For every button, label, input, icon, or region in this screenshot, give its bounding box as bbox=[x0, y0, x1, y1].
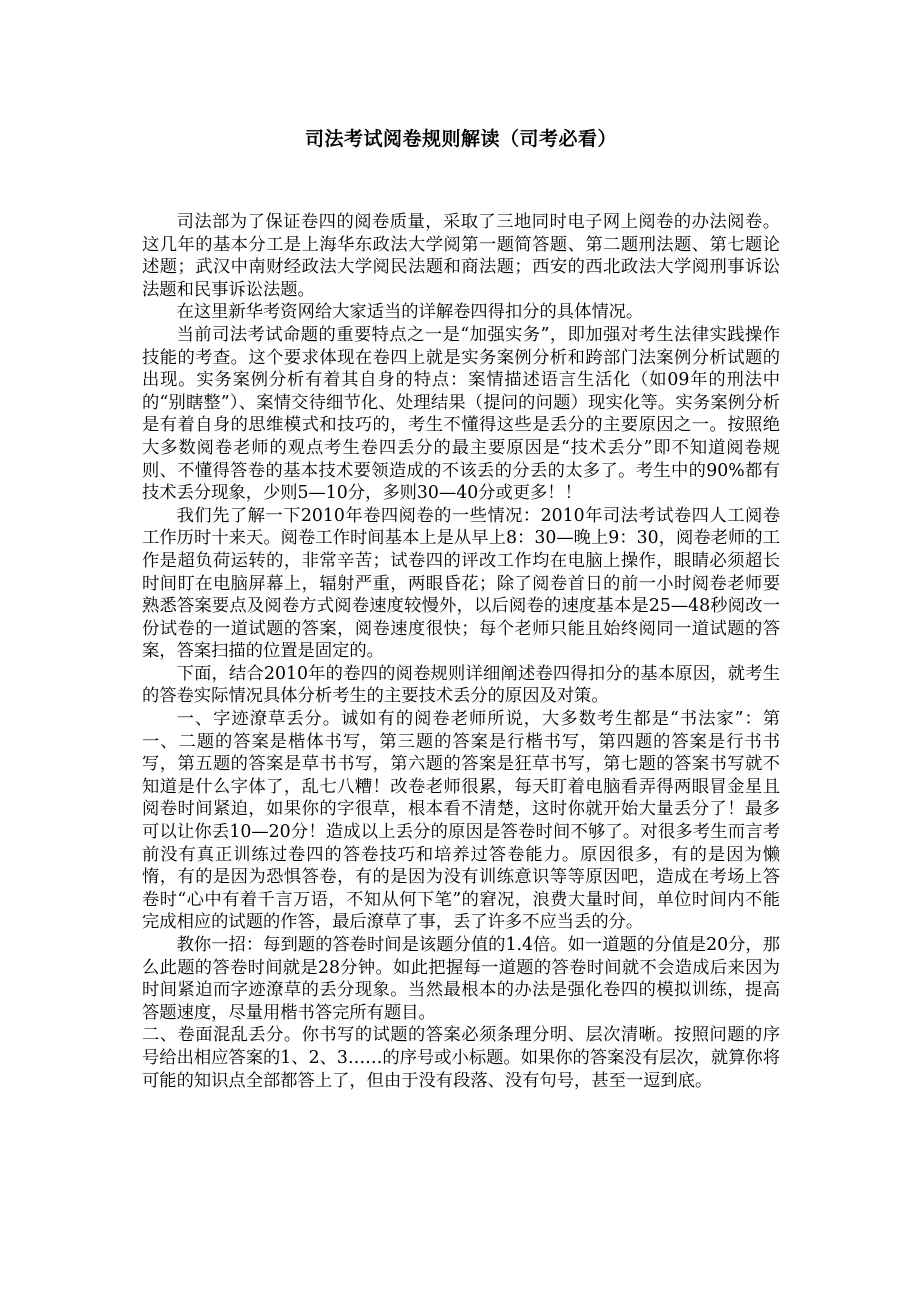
document-body bbox=[142, 211, 780, 1092]
paragraph: 下面，结合2010年的卷四的阅卷规则详细阐述卷四得扣分的基本原因，就考生的答卷实际情况具体分析考生的主要技术丢分的原因及对策。 bbox=[142, 663, 780, 707]
paragraph: 在这里新华考资网给大家适当的详解卷四得扣分的具体情况。 bbox=[176, 302, 644, 323]
paragraph: 一、字迹潦草丢分。诚如有的阅卷老师所说，大多数考生都是“书法家”：第一、二题的答案是楷体书写，第三题的答案是行楷书写，第四题的答案是行书书写，第五题的答案是草书书写，第六题的答案是狂草书写，第七题的答案书写就不知道是什么字体了，乱七八糟！改卷老师很累，每天盯着电脑看弄得两眼冒金星且阅卷时间紧迫，如果你的字很草，根本看不清楚，这时你就开始大量丢分了！最多可以让你丢10—20分！造成以上丢分的原因是答卷时间不够了。对很多考生而言考前没有真正训练过卷四的答卷技巧和培养过答卷能力。原因很多，有的是因为懒惰，有的是因为恐惧答卷，有的是因为没有训练意识等等原因吧，造成在考场上答卷时“心中有着千言万语，不知从何下笔”的窘况，浪费大量时间，单位时间内不能完成相应的试题的作答，最后潦草了事，丢了许多不应当丢的分。 bbox=[142, 709, 780, 933]
paragraph: 教你一招：每到题的答卷时间是该题分值的1.4倍。如一道题的分值是20分，那么此题的答卷时间就是28分钟。如此把握每一道题的答卷时间就不会造成后来因为时间紧迫而字迹潦草的丢分现象。当然最根本的办法是强化卷四的模拟训练，提高答题速度，尽量用楷书答完所有题目。 bbox=[142, 935, 780, 1023]
paragraph: 当前司法考试命题的重要特点之一是“加强实务”，即加强对考生法律实践操作技能的考查。这个要求体现在卷四上就是实务案例分析和跨部门法案例分析试题的出现。实务案例分析有着其自身的特点：案情描述语言生活化（如09年的刑法中的“别瞎整”）、案情交待细节化、处理结果（提问的问题）现实化等。实务案例分析是有着自身的思维模式和技巧的，考生不懂得这些是丢分的主要原因之一。按照绝大多数阅卷老师的观点考生卷四丢分的最主要原因是“技术丢分”即不知道阅卷规则、不懂得答卷的基本技术要领造成的不该丢的分丢的太多了。考生中的90%都有技术丢分现象，少则5—10分，多则30—40分或更多！！ bbox=[142, 324, 780, 504]
document-title: 司法考试阅卷规则解读（司考必看） bbox=[304, 128, 617, 150]
paragraph: 二、卷面混乱丢分。你书写的试题的答案必须条理分明、层次清晰。按照问题的序号给出相应答案的1、2、3……的序号或小标题。如果你的答案没有层次，就算你将可能的知识点全部都答上了，但由于没有段落、没有句号，甚至一逗到底。 bbox=[142, 1025, 780, 1091]
paragraph: 司法部为了保证卷四的阅卷质量，采取了三地同时电子网上阅卷的办法阅卷。这几年的基本分工是上海华东政法大学阅第一题简答题、第二题刑法题、第七题论述题；武汉中南财经政法大学阅民法题和商法题；西安的西北政法大学阅刑事诉讼法题和民事诉讼法题。 bbox=[142, 212, 780, 300]
paragraph: 我们先了解一下2010年卷四阅卷的一些情况：2010年司法考试卷四人工阅卷工作历时十来天。阅卷工作时间基本上是从早上8：30—晚上9：30，阅卷老师的工作是超负荷运转的，非常辛苦；试卷四的评改工作均在电脑上操作，眼睛必须超长时间盯在电脑屏幕上，辐射严重，两眼昏花；除了阅卷首日的前一小时阅卷老师要熟悉答案要点及阅卷方式阅卷速度较慢外，以后阅卷的速度基本是25—48秒阅改一份试卷的一道试题的答案，阅卷速度很快；每个老师只能且始终阅同一道试题的答案，答案扫描的位置是固定的。 bbox=[142, 505, 780, 662]
